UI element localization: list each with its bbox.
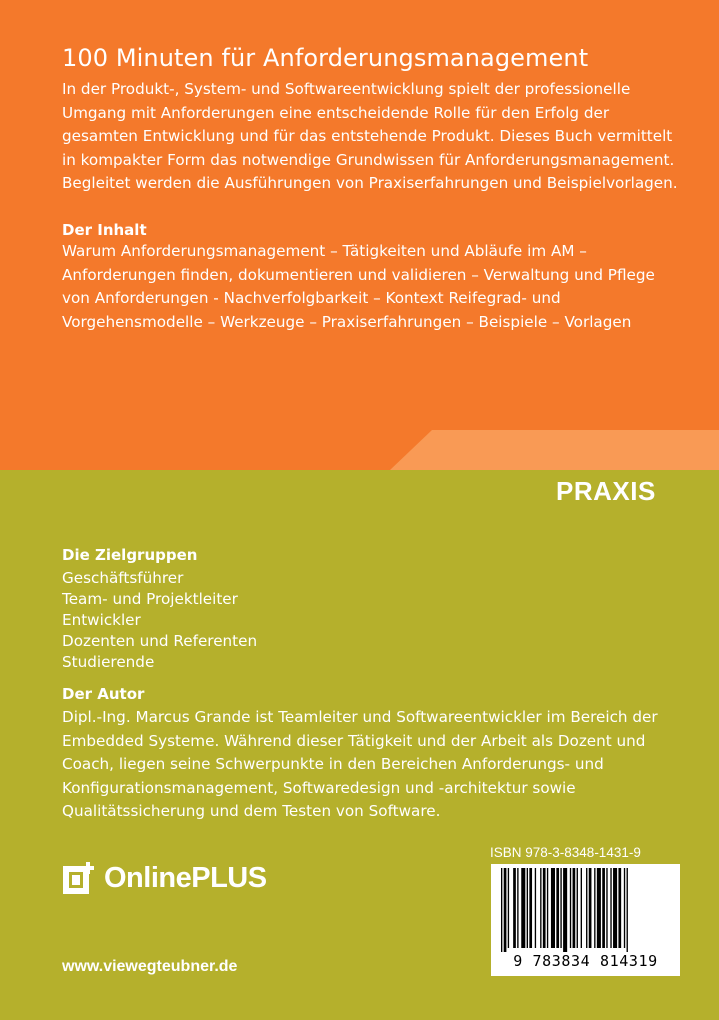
barcode-bar (551, 868, 555, 948)
list-item: Geschäftsführer (62, 569, 184, 587)
barcode-bar (570, 868, 571, 948)
barcode-bar (540, 868, 541, 948)
barcode-bar (563, 868, 567, 952)
barcode-bar (610, 868, 611, 948)
isbn-text: ISBN 978-3-8348-1431-9 (490, 845, 641, 860)
book-title: 100 Minuten für Anforderungsmanagement (62, 44, 589, 72)
barcode-bar (577, 868, 578, 948)
barcode-bar (508, 868, 509, 948)
barcode-digits: 9 783834 814319 (513, 952, 658, 970)
inhalt-body: Warum Anforderungsmanagement – Tätigkeiten und Abläufe im AM – Anforderungen finden, dokumentieren und validieren – Verwaltung und Pflege von Anforderungen - Nachverfolgbarkeit – Kontext Reifegrad- und Vorgehensmodelle – Werkzeuge – Praxiserfahrungen – Beispiele – Vorlagen (62, 242, 655, 331)
barcode-bar (618, 868, 621, 948)
barcode-bar (560, 868, 561, 948)
intro-paragraph: In der Produkt-, System- und Softwareentwicklung spielt der professionelle Umgang mit Anforderungen eine entscheidende Rolle für den Erfolg der gesamten Entwicklung und für das entstehende Produkt. Dieses Buch vermittelt in kompakter Form das notwendige Grundwissen für Anforderungsmanagement. Begleitet werden die Ausführungen von Praxiserfahrungen und Beispielvorlagen. (62, 80, 678, 192)
diagonal-stripe-decoration (0, 430, 719, 470)
barcode-bar (586, 868, 587, 948)
barcode-bar (581, 868, 582, 948)
barcode-bar (527, 868, 528, 948)
list-item: Dozenten und Referenten (62, 632, 258, 650)
barcode-bar (627, 868, 628, 952)
barcode-bar (517, 868, 518, 948)
barcode-bar (594, 868, 595, 948)
zielgruppen-heading: Die Zielgruppen (62, 546, 198, 564)
list-item: Team- und Projektleiter (62, 590, 238, 608)
list-item: Entwickler (62, 611, 141, 629)
barcode-bar (513, 868, 516, 948)
barcode-bar (529, 868, 532, 948)
barcode-bar (521, 868, 525, 948)
barcode-bar (573, 868, 576, 948)
barcode-bar (613, 868, 617, 948)
barcode-bar (602, 868, 605, 948)
series-label: PRAXIS (556, 476, 656, 506)
website-link[interactable]: www.viewegteubner.de (62, 958, 238, 975)
list-item: Studierende (62, 653, 155, 671)
barcode-bar (606, 868, 607, 948)
barcode-bar (624, 868, 625, 948)
barcode-bar (547, 868, 548, 948)
barcode-bar (589, 868, 592, 948)
barcode-bar (504, 868, 507, 952)
onlineplus-icon (62, 862, 94, 894)
barcode-bar (556, 868, 559, 948)
autor-heading: Der Autor (62, 685, 145, 703)
barcode-bars (491, 864, 680, 952)
barcode-bar (543, 868, 546, 948)
barcode-bar (501, 868, 502, 952)
barcode-bar (597, 868, 601, 948)
logo-text: OnlinePLUS (104, 861, 267, 894)
onlineplus-logo (62, 860, 267, 896)
barcode-bar (535, 868, 536, 948)
barcode (491, 864, 680, 976)
autor-body: Dipl.-Ing. Marcus Grande ist Teamleiter und Softwareentwickler im Bereich der Embedded Systeme. Während dieser Tätigkeit und der Arbeit als Dozent und Coach, liegen seine Schwerpunkte in den Bereichen Anforderungs- und Konfigurationsmanagement, Softwaredesign und -architektur sowie Qualitätssicherung und dem Testen von Software. (62, 708, 658, 820)
inhalt-heading: Der Inhalt (62, 221, 147, 239)
zielgruppen-list (62, 568, 257, 673)
